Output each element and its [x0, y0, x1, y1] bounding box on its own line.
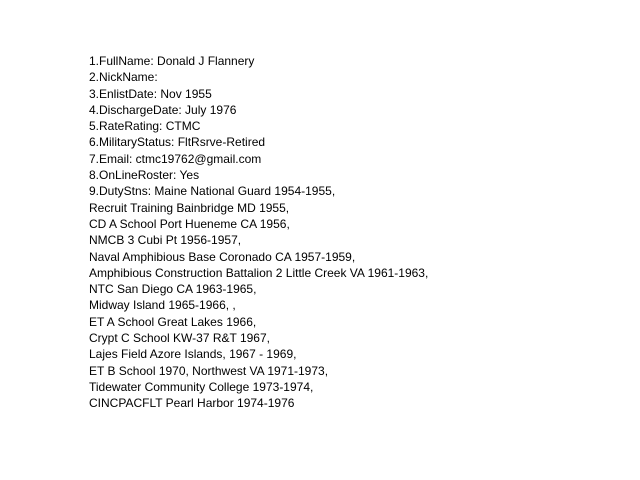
duty-stations-header-line: 9.DutyStns: Maine National Guard 1954-1955,	[89, 184, 336, 199]
duty-station-line: Amphibious Construction Battalion 2 Little Creek VA 1961-1963,	[89, 265, 429, 280]
online-roster-line: 8.OnLineRoster: Yes	[89, 168, 200, 183]
military-status-line: 6.MilitaryStatus: FltRsrve-Retired	[89, 135, 266, 150]
duty-station-line: NTC San Diego CA 1963-1965,	[89, 282, 257, 297]
service-record	[89, 53, 629, 412]
duty-station-line: NMCB 3 Cubi Pt 1956-1957,	[89, 233, 242, 248]
email-line: 7.Email: ctmc19762@gmail.com	[89, 151, 262, 166]
duty-station-line: ET B School 1970, Northwest VA 1971-1973,	[89, 363, 329, 378]
rate-rating-line: 5.RateRating: CTMC	[89, 119, 201, 134]
full-name-line: 1.FullName: Donald J Flannery	[89, 54, 255, 68]
duty-station-line: Tidewater Community College 1973-1974,	[89, 379, 314, 394]
duty-station-line: ET A School Great Lakes 1966,	[89, 314, 257, 329]
duty-station-line: CD A School Port Hueneme CA 1956,	[89, 216, 290, 231]
duty-station-line: Recruit Training Bainbridge MD 1955,	[89, 200, 290, 215]
nick-name-line: 2.NickName:	[89, 70, 158, 85]
duty-station-line: Naval Amphibious Base Coronado CA 1957-1959,	[89, 249, 356, 264]
enlist-date-line: 3.EnlistDate: Nov 1955	[89, 86, 212, 101]
duty-station-line: Lajes Field Azore Islands, 1967 - 1969,	[89, 347, 297, 362]
duty-station-line: Crypt C School KW-37 R&T 1967,	[89, 331, 270, 346]
duty-station-line: CINCPACFLT Pearl Harbor 1974-1976	[89, 396, 295, 411]
duty-station-line: Midway Island 1965-1966, ,	[89, 298, 236, 313]
discharge-date-line: 4.DischargeDate: July 1976	[89, 102, 237, 117]
